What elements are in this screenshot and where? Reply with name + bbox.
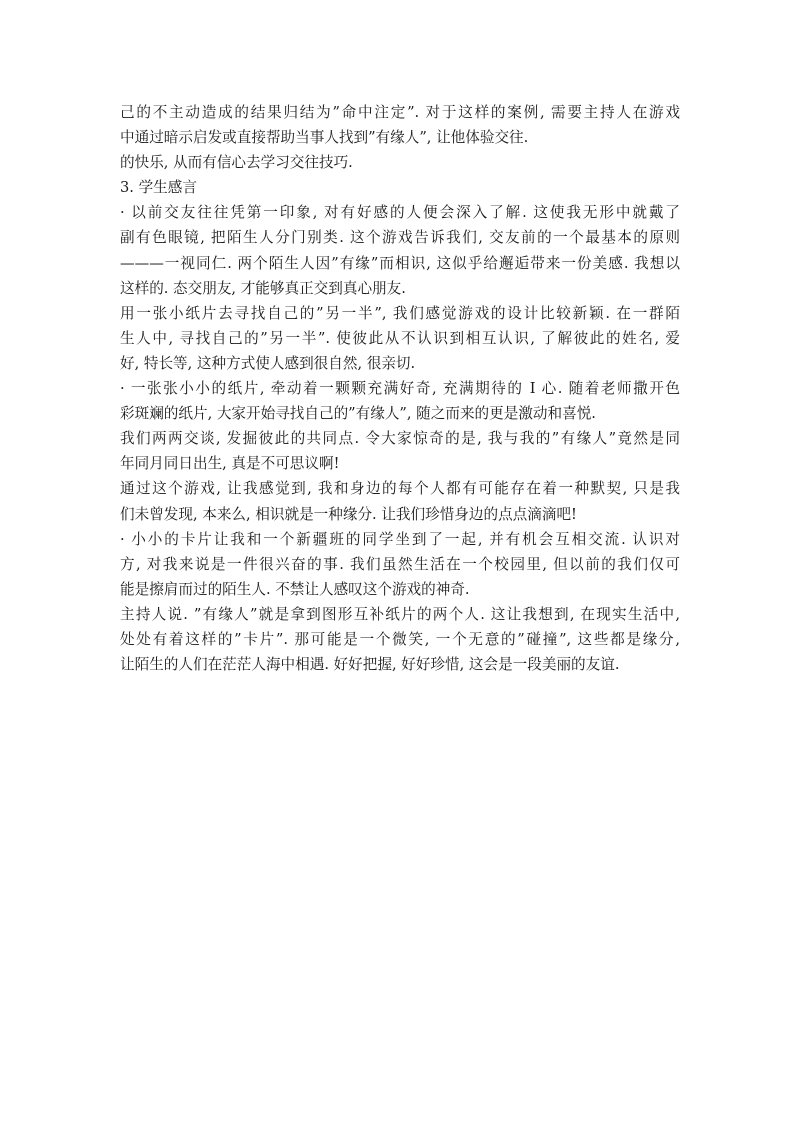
text-line: 我们两两交谈, 发掘彼此的共同点. 令大家惊奇的是, 我与我的”有缘人”竟然是同: [120, 430, 680, 448]
text-line: · 一张张小小的纸片, 牵动着一颗颗充满好奇, 充满期待的 I 心. 随着老师撒开色: [120, 380, 680, 398]
text-line: ———一视同仁. 两个陌生人因”有缘”而相识, 这似乎给邂逅带来一份美感. 我想以: [120, 254, 680, 272]
text-line: 彩斑斓的纸片, 大家开始寻找自己的”有缘人”, 随之而来的更是激动和喜悦.: [120, 405, 596, 423]
text-line: 们未曾发现, 本来么, 相识就是一种缘分. 让我们珍惜身边的点点滴滴吧!: [120, 505, 577, 523]
text-line: · 小小的卡片让我和一个新疆班的同学坐到了一起, 并有机会互相交流. 认识对: [120, 530, 680, 548]
text-line: 这样的. 态交朋友, 才能够真正交到真心朋友.: [120, 279, 406, 297]
text-line: 处处有着这样的”卡片”. 那可能是一个微笑, 一个无意的”碰撞”, 这些都是缘分,: [120, 630, 680, 648]
text-line: 方, 对我来说是一件很兴奋的事. 我们虽然生活在一个校园里, 但以前的我们仅可: [120, 555, 680, 573]
text-line: 的快乐, 从而有信心去学习交往技巧.: [120, 154, 353, 172]
text-line: 生人中, 寻找自己的”另一半”. 使彼此从不认识到相互认识, 了解彼此的姓名, 爱: [120, 329, 680, 347]
text-line: 己的不主动造成的结果归结为”命中注定”. 对于这样的案例, 需要主持人在游戏: [120, 104, 680, 121]
text-line: 能是擦肩而过的陌生人. 不禁让人感叹这个游戏的神奇.: [120, 580, 470, 598]
text-line: 让陌生的人们在茫茫人海中相遇. 好好把握, 好好珍惜, 这会是一段美丽的友谊.: [120, 656, 620, 674]
text-line: 通过这个游戏, 让我感觉到, 我和身边的每个人都有可能存在着一种默契, 只是我: [120, 480, 680, 498]
text-line: 副有色眼镜, 把陌生人分门别类. 这个游戏告诉我们, 交友前的一个最基本的原则: [120, 229, 680, 247]
text-line: · 以前交友往往凭第一印象, 对有好感的人便会深入了解. 这使我无形中就戴了: [120, 204, 680, 222]
text-line: 主持人说. ”有缘人”就是拿到图形互补纸片的两个人. 这让我想到, 在现实生活中,: [120, 605, 680, 623]
document-body: [120, 100, 680, 677]
text-line: 好, 特长等, 这种方式使人感到很自然, 很亲切.: [120, 354, 416, 372]
text-line: 用一张小纸片去寻找自己的”另一半”, 我们感觉游戏的设计比较新颖. 在一群陌: [120, 304, 680, 322]
text-line: 年同月同日出生, 真是不可思议啊!: [120, 455, 340, 473]
text-line: 中通过暗示启发或直接帮助当事人找到”有缘人”, 让他体验交往.: [120, 129, 529, 147]
text-line: 3. 学生感言: [120, 179, 197, 197]
